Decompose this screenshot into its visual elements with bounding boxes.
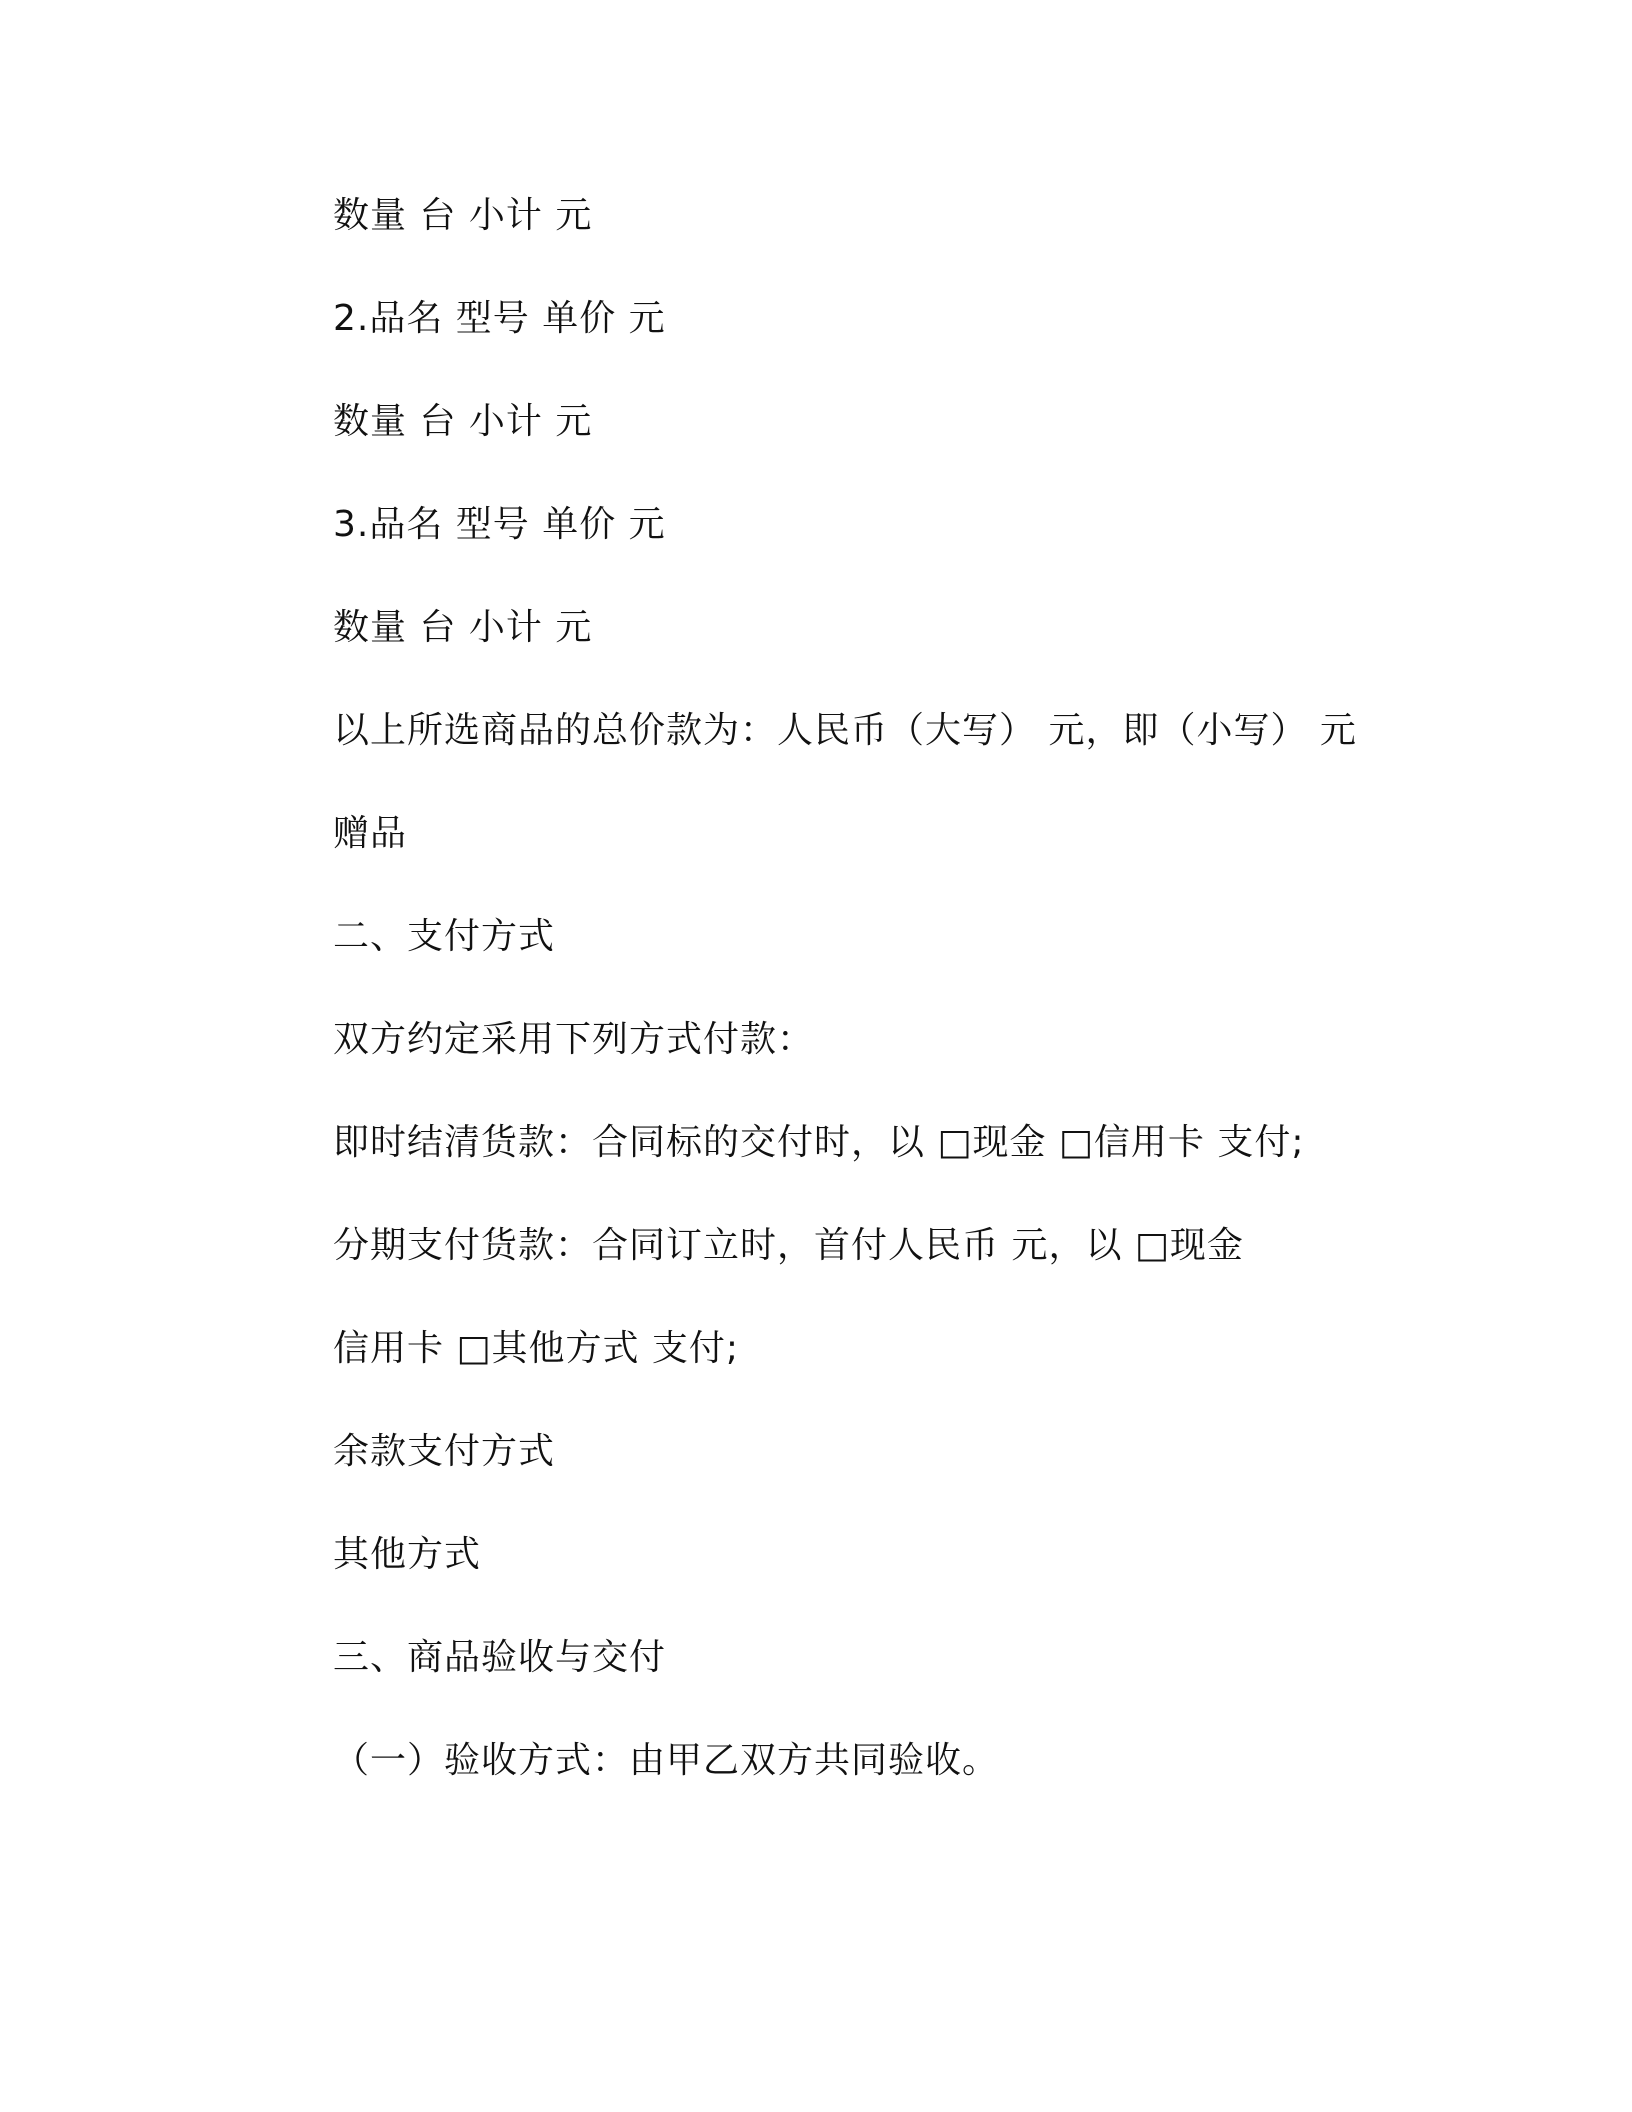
line-acceptance-method: （一）验收方式：由甲乙双方共同验收。 xyxy=(333,1740,1000,1781)
line-installment-payment: 分期支付货款：合同订立时，首付人民币 元，以 □现金 xyxy=(333,1225,1244,1266)
line-product-3: 3.品名 型号 单价 元 xyxy=(333,504,666,545)
line-total-price: 以上所选商品的总价款为：人民币（大写） 元，即（小写） 元 xyxy=(333,710,1357,751)
line-gift: 赠品 xyxy=(333,813,408,854)
line-immediate-payment: 即时结清货款：合同标的交付时，以 □现金 □信用卡 支付; xyxy=(333,1122,1305,1163)
section-heading-payment: 二、支付方式 xyxy=(333,916,556,957)
line-quantity-1: 数量 台 小计 元 xyxy=(333,195,593,236)
line-payment-intro: 双方约定采用下列方式付款： xyxy=(333,1019,815,1060)
line-other-methods: 其他方式 xyxy=(333,1534,482,1575)
line-balance-payment: 余款支付方式 xyxy=(333,1431,556,1472)
section-heading-acceptance: 三、商品验收与交付 xyxy=(333,1637,667,1678)
line-product-2: 2.品名 型号 单价 元 xyxy=(333,298,666,339)
line-quantity-3: 数量 台 小计 元 xyxy=(333,607,593,648)
line-quantity-2: 数量 台 小计 元 xyxy=(333,401,593,442)
line-installment-methods: 信用卡 □其他方式 支付; xyxy=(333,1328,740,1369)
